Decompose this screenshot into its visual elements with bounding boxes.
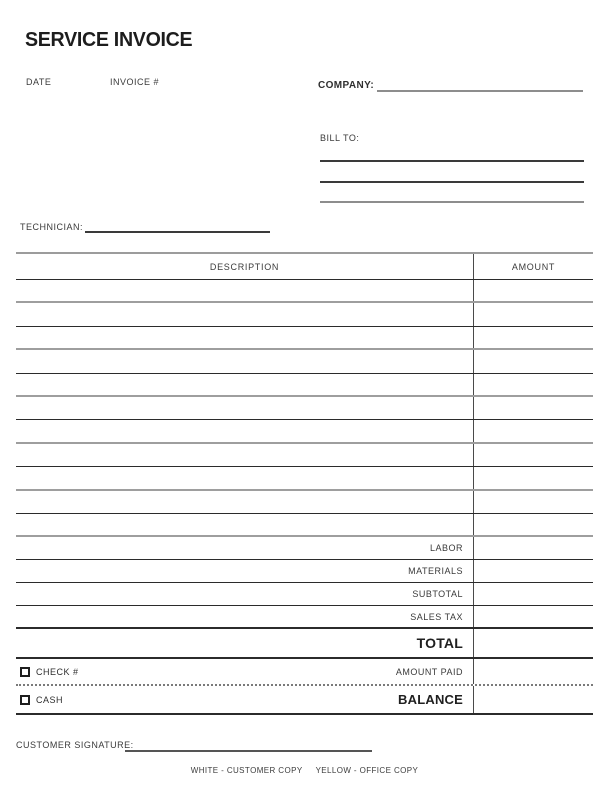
description-cell[interactable] [16,280,474,301]
amount-cell[interactable] [474,514,593,535]
description-cell[interactable] [16,420,474,441]
cash-checkbox-label: CASH [36,694,64,705]
table-row [16,514,593,537]
customer-signature-label: CUSTOMER SIGNATURE: [16,740,134,750]
cash-option[interactable] [20,695,63,705]
white-copy-label: WHITE - CUSTOMER COPY [190,766,303,775]
table-row [16,491,593,514]
summary-row-total [16,629,593,659]
invoice-number-label: INVOICE # [110,77,160,87]
table-row [16,303,593,326]
amount-cell[interactable] [474,491,593,513]
description-column-header: DESCRIPTION [209,261,280,272]
table-row [16,280,593,303]
description-column-header-cell [16,254,474,279]
company-input-line[interactable] [377,90,583,92]
check-option[interactable] [20,667,79,677]
table-row [16,397,593,420]
summary-row-balance [16,686,593,715]
description-cell[interactable] [16,397,474,419]
summary-label-cell [16,629,474,657]
table-row [16,444,593,467]
amount-cell[interactable] [474,397,593,419]
total-amount-cell[interactable] [474,629,593,657]
amount-column-header: AMOUNT [511,261,556,272]
bill-to-label: BILL TO: [320,133,360,143]
bill-to-input-line-2[interactable] [320,181,584,183]
amount-cell[interactable] [474,350,593,372]
balance-label: BALANCE [398,692,463,708]
amount-cell[interactable] [474,467,593,488]
description-cell[interactable] [16,444,474,466]
summary-label-cell [16,686,474,713]
yellow-copy-label: YELLOW - OFFICE COPY [315,766,419,775]
technician-input-line[interactable] [85,231,270,233]
summary-row-labor [16,537,593,560]
technician-label: TECHNICIAN: [20,222,84,232]
line-items-table [16,252,593,715]
summary-label-cell [16,659,474,684]
amount-column-header-cell [474,254,593,279]
check-checkbox[interactable] [20,667,30,677]
table-body [16,280,593,537]
page-title: SERVICE INVOICE [25,29,193,51]
summary-label-cell [16,583,474,605]
summary-row-amount-paid [16,659,593,686]
table-row [16,350,593,373]
summary-row-subtotal [16,583,593,606]
materials-label: MATERIALS [408,566,463,577]
description-cell[interactable] [16,303,474,325]
amount-cell[interactable] [474,303,593,325]
date-label: DATE [26,77,52,87]
amount-cell[interactable] [474,444,593,466]
summary-label-cell [16,537,474,559]
table-summary [16,537,593,715]
amount-cell[interactable] [474,327,593,348]
subtotal-label: SUBTOTAL [412,589,463,600]
labor-amount-cell[interactable] [474,537,593,559]
bill-to-input-line-1[interactable] [320,160,584,162]
total-label: TOTAL [416,635,463,652]
company-label: COMPANY: [318,80,375,91]
description-cell[interactable] [16,374,474,395]
table-row [16,327,593,350]
amount-paid-label: AMOUNT PAID [395,666,463,677]
description-cell[interactable] [16,467,474,488]
table-row [16,467,593,490]
subtotal-amount-cell[interactable] [474,583,593,605]
summary-row-sales-tax [16,606,593,629]
customer-signature-input-line[interactable] [125,750,372,752]
table-row [16,374,593,397]
cash-checkbox[interactable] [20,695,30,705]
table-row [16,420,593,443]
amount-cell[interactable] [474,374,593,395]
description-cell[interactable] [16,327,474,348]
summary-row-materials [16,560,593,583]
description-cell[interactable] [16,514,474,535]
labor-label: LABOR [429,543,463,554]
description-cell[interactable] [16,350,474,372]
amount-cell[interactable] [474,420,593,441]
check-checkbox-label: CHECK # [36,666,79,677]
summary-label-cell [16,560,474,582]
sales-tax-amount-cell[interactable] [474,606,593,627]
amount-cell[interactable] [474,280,593,301]
sales-tax-label: SALES TAX [410,611,463,622]
bill-to-input-line-3[interactable] [320,201,584,203]
materials-amount-cell[interactable] [474,560,593,582]
amount-paid-amount-cell[interactable] [474,659,593,684]
description-cell[interactable] [16,491,474,513]
table-header-row [16,254,593,280]
copy-distribution-footer [0,766,609,775]
summary-label-cell [16,606,474,627]
balance-amount-cell[interactable] [474,686,593,713]
